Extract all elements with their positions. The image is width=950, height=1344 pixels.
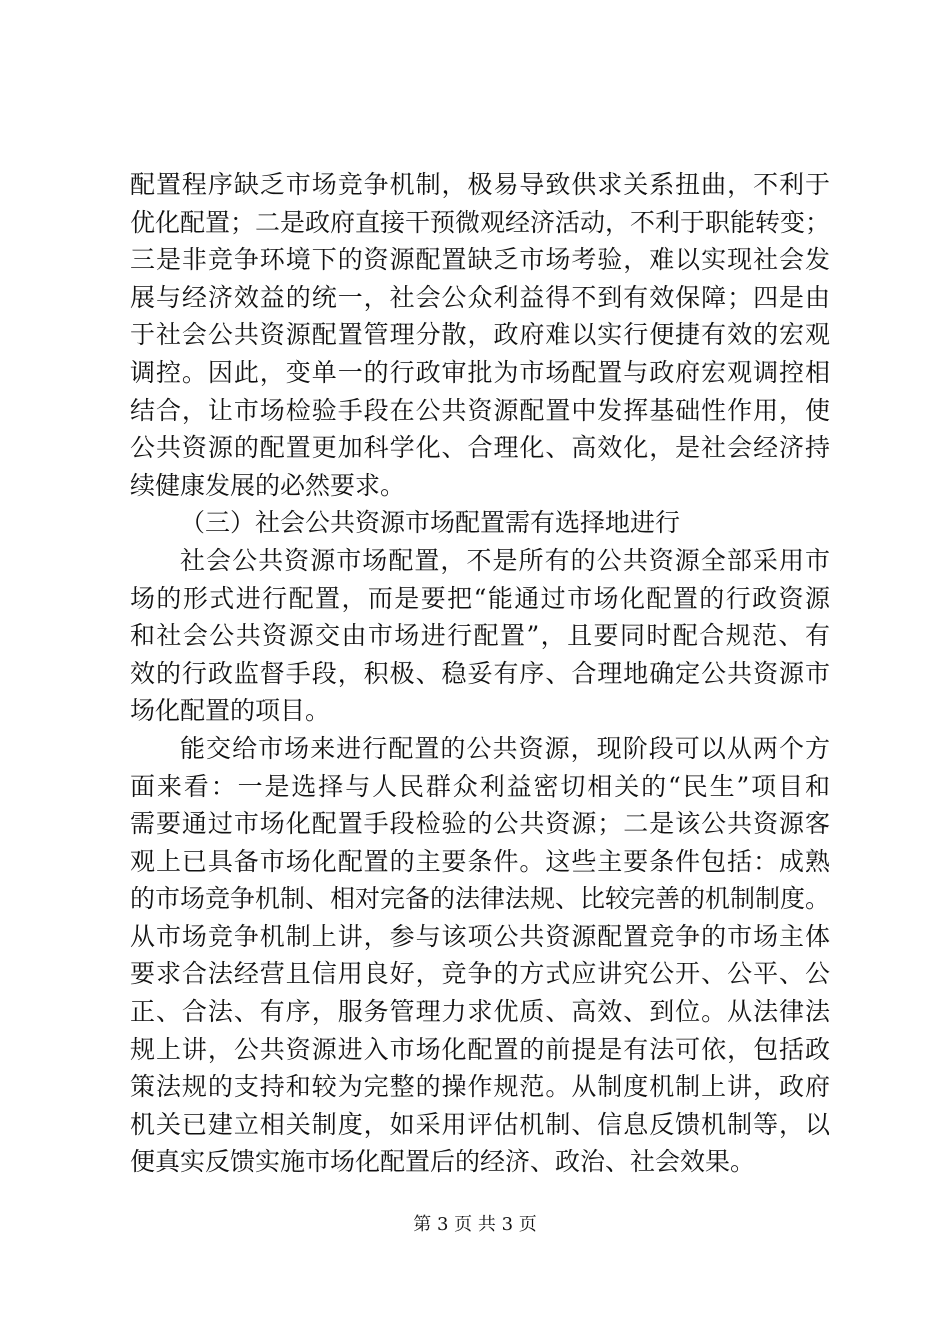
section-heading <box>130 504 830 542</box>
text-line: 和社会公共资源交由市场进行配置”，且要同时配合规范、有 <box>130 621 830 651</box>
text-line: 调控。因此，变单一的行政审批为市场配置与政府宏观调控相 <box>130 357 830 387</box>
text-line: 场化配置的项目。 <box>130 696 331 726</box>
section-heading-text: （三）社会公共资源市场配置需有选择地进行 <box>180 508 681 538</box>
text-line: 结合，让市场检验手段在公共资源配置中发挥基础性作用，使 <box>130 395 830 425</box>
text-line: 从市场竞争机制上讲，参与该项公共资源配置竞争的市场主体 <box>130 921 830 951</box>
text-line: 能交给市场来进行配置的公共资源，现阶段可以从两个方 <box>180 733 830 763</box>
text-line: 配置程序缺乏市场竞争机制，极易导致供求关系扭曲，不利于 <box>130 170 830 199</box>
text-line: 要求合法经营且信用良好，竞争的方式应讲究公开、公平、公 <box>130 959 830 989</box>
text-line: 于社会公共资源配置管理分散，政府难以实行便捷有效的宏观 <box>130 320 830 350</box>
text-line: 规上讲，公共资源进入市场化配置的前提是有法可依，包括政 <box>130 1034 830 1064</box>
page-number: 第 3 页 共 3 页 <box>413 1214 537 1235</box>
text-line: 公共资源的配置更加科学化、合理化、高效化，是社会经济持 <box>130 433 830 463</box>
text-line: 效的行政监督手段，积极、稳妥有序、合理地确定公共资源市 <box>130 658 830 688</box>
text-line: 三是非竞争环境下的资源配置缺乏市场考验，难以实现社会发 <box>130 245 830 275</box>
text-line: 面来看：一是选择与人民群众利益密切相关的“民生”项目和 <box>130 771 830 801</box>
document-body <box>130 166 830 1181</box>
paragraph-3 <box>130 542 830 730</box>
text-line: 展与经济效益的统一，社会公众利益得不到有效保障；四是由 <box>130 282 830 312</box>
text-line: 需要通过市场化配置手段检验的公共资源；二是该公共资源客 <box>130 809 830 839</box>
text-line: 便真实反馈实施市场化配置后的经济、政治、社会效果。 <box>130 1147 756 1177</box>
text-line: 机关已建立相关制度，如采用评估机制、信息反馈机制等，以 <box>130 1109 830 1139</box>
page-footer <box>0 1213 950 1237</box>
text-line: 正、合法、有序，服务管理力求优质、高效、到位。从法律法 <box>130 997 830 1027</box>
text-line: 续健康发展的必然要求。 <box>130 470 406 500</box>
text-line: 策法规的支持和较为完整的操作规范。从制度机制上讲，政府 <box>130 1072 830 1102</box>
text-line: 社会公共资源市场配置，不是所有的公共资源全部采用市 <box>180 545 830 575</box>
text-line: 观上已具备市场化配置的主要条件。这些主要条件包括：成熟 <box>130 846 830 876</box>
paragraph-1 <box>130 166 830 504</box>
paragraph-4 <box>130 730 830 1181</box>
text-line: 场的形式进行配置，而是要把“能通过市场化配置的行政资源 <box>130 583 830 613</box>
text-line: 的市场竞争机制、相对完备的法律法规、比较完善的机制制度。 <box>130 884 831 914</box>
text-line: 优化配置；二是政府直接干预微观经济活动，不利于职能转变； <box>130 207 831 237</box>
